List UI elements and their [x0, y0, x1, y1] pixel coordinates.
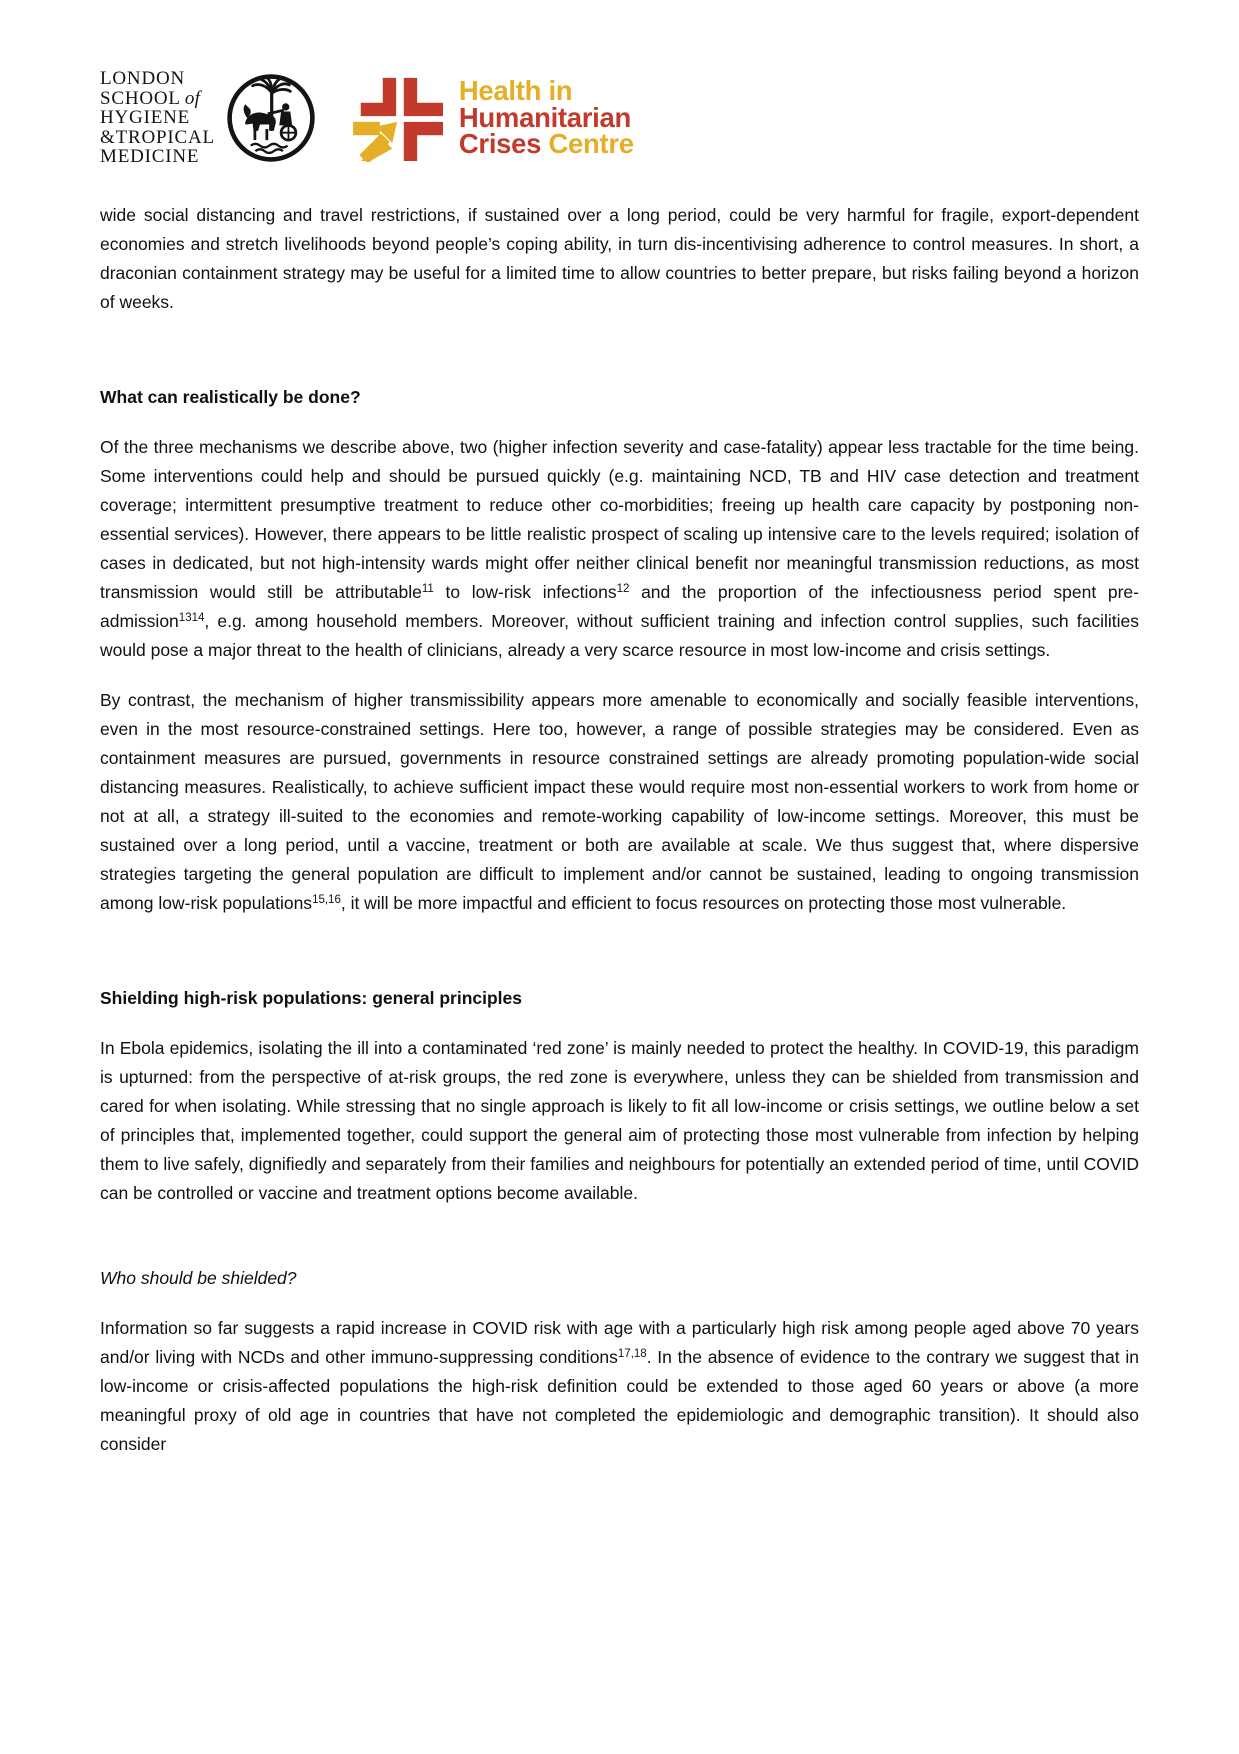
hhcc-line-humanitarian: Humanitarian: [458, 101, 632, 133]
paragraph-red-zone: In Ebola epidemics, isolating the ill into a contaminated ‘red zone’ is mainly needed to protect the healthy. In COVID-19, this paradigm is upturned: from the perspective of at-risk groups, the red zone is everywhere, unless they can be shielded from transmission and cared for when isolating. While stressing that no single approach is likely to fit all low-income or crisis settings, we outline below a set of principles that, implemented together, could support the general aim of protecting those most vulnerable from infection by helping them to live safely, dignifiedly and separately from their families and neighbours for potentially an extended period of time, until COVID can be controlled or vaccine and treatment options become available.: [100, 1038, 1139, 1203]
hhcc-line-crises-centre: Crises Centre: [458, 128, 634, 160]
lshtm-line: &TROPICAL: [100, 126, 215, 148]
page-header: [100, 62, 1139, 174]
paragraph-risk-by-age: Information so far suggests a rapid increase in COVID risk with age with a particularly high risk among people aged above 70 years and/or living with NCDs and other immuno-suppressing conditions$^{17,18}$. In the absence of evidence to the contrary we suggest that in low-income or crisis-affected populations the high-risk definition could be extended to those aged 60 years or above (a more meaningful proxy of old age in countries that have not completed the epidemiologic and demographic transition). It should also consider: [100, 1318, 1139, 1454]
lshtm-wordmark: [100, 69, 215, 167]
hhcc-wordmark: [458, 75, 634, 160]
lshtm-line: HYGIENE: [100, 107, 191, 129]
lshtm-emblem-icon: [225, 72, 317, 164]
lshtm-line: SCHOOL of: [100, 87, 201, 109]
paragraph-transmissibility-strategies: By contrast, the mechanism of higher transmissibility appears more amenable to economically and socially feasible interventions, even in the most resource-constrained settings. Here too, however, a range of possible strategies may be considered. Even as containment measures are pursued, governments in resource constrained settings are already promoting population-wide social distancing measures. Realistically, to achieve sufficient impact these would require most non-essential workers to work from home or not at all, a strategy ill-suited to the economies and remote-working capability of low-income settings. Moreover, this must be sustained over a long period, until a vaccine, treatment or both are available at scale. We thus suggest that, where dispersive strategies targeting the general population are difficult to implement and/or cannot be sustained, leading to ongoing transmission among low-risk populations$^{15,16}$, it will be more impactful and efficient to focus resources on protecting those most vulnerable.: [100, 690, 1139, 913]
hhcc-logo: [351, 74, 634, 162]
lshtm-line: LONDON: [100, 68, 186, 90]
hhcc-cross-arrow-icon: [351, 74, 447, 162]
subheading-who-shielded: Who should be shielded?: [100, 1268, 297, 1288]
heading-what-can-be-done: What can realistically be done?: [100, 387, 361, 407]
paragraph-mechanisms-tractability: Of the three mechanisms we describe above, two (higher infection severity and case-fatality) appear less tractable for the time being. Some interventions could help and should be pursued quickly (e.g. maintaining NCD, TB and HIV case detection and treatment coverage; intermittent presumptive treatment to reduce other co-morbidities; freeing up health care capacity by postponing non-essential services). However, there appears to be little realistic prospect of scaling up intensive care to the levels required; isolation of cases in dedicated, but not high-intensity wards might offer neither clinical benefit nor meaningful transmission reductions, as most transmission would still be attributable$^{11}$ to low-risk infections$^{12}$ and the proportion of the infectiousness period spent pre-admission$^{1314}$, e.g. among household members. Moreover, without sufficient training and infection control supplies, such facilities would pose a major threat to the health of clinicians, already a very scarce resource in most low-income and crisis settings.: [100, 437, 1139, 660]
paragraph-containment-harms: wide social distancing and travel restrictions, if sustained over a long period, could be very harmful for fragile, export-dependent economies and stretch livelihoods beyond people’s coping ability, in turn dis-incentivising adherence to control measures. In short, a draconian containment strategy may be useful for a limited time to allow countries to better prepare, but risks failing beyond a horizon of weeks.: [100, 205, 1139, 312]
heading-shielding-principles: Shielding high-risk populations: general principles: [100, 988, 522, 1008]
hhcc-line-health-in: Health in: [458, 75, 573, 107]
lshtm-line: MEDICINE: [100, 146, 200, 168]
document-body: [100, 201, 1139, 1459]
